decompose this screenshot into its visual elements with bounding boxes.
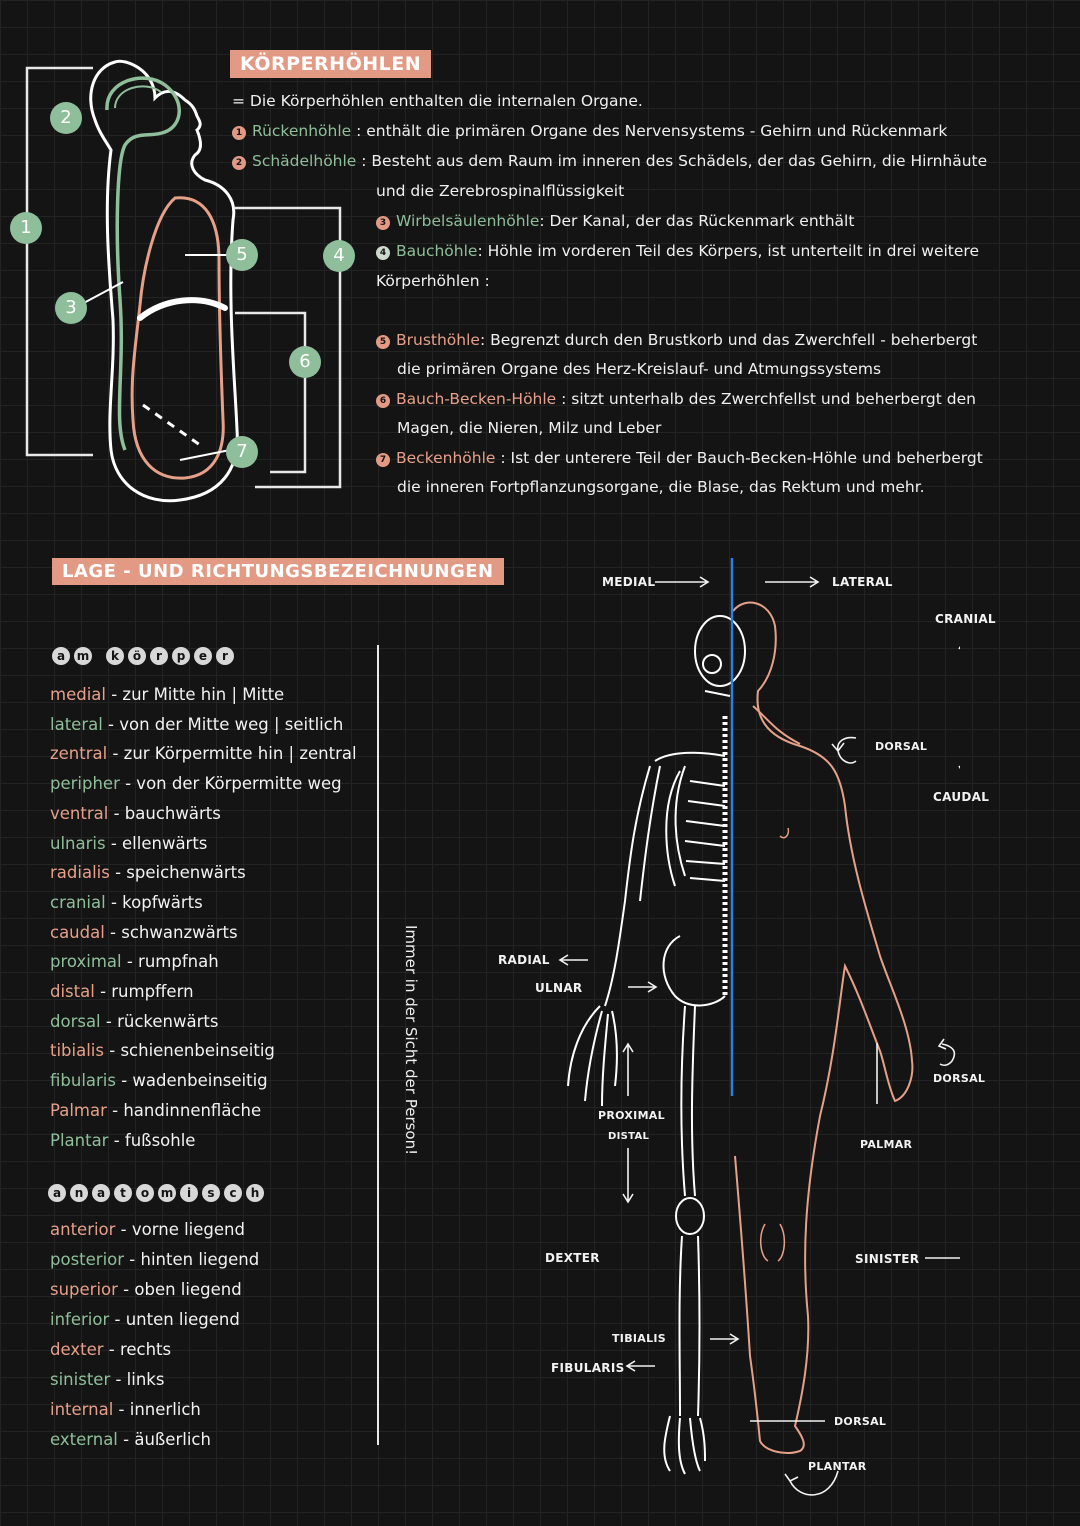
cavity-number-7: 7 <box>226 436 258 468</box>
letter: n <box>70 1184 88 1202</box>
term-definition: - zur Körpermitte hin | zentral <box>107 744 357 764</box>
label-distal: DISTAL <box>608 1131 650 1142</box>
item-number-1: 1 <box>232 126 246 140</box>
letter: m <box>74 647 92 665</box>
letter: h <box>246 1184 264 1202</box>
cavity-number-2: 2 <box>50 102 82 134</box>
desc: Ist der unterere Teil der Bauch-Becken-Höhle und beherbergt <box>510 449 983 467</box>
term-name: dorsal <box>50 1011 101 1031</box>
term-definition: - rumpffern <box>94 982 194 1001</box>
term-definition: - rumpfnah <box>121 952 219 972</box>
group2-heading <box>48 1182 268 1202</box>
skin-outline <box>733 603 912 1453</box>
cavity-number-4: 4 <box>323 240 355 272</box>
term-row <box>50 1101 261 1120</box>
sep: : <box>556 390 572 408</box>
term-definition: - rechts <box>103 1340 172 1359</box>
term-definition: - links <box>110 1370 165 1389</box>
desc: Besteht aus dem Raum im inneren des Schädels, der das Gehirn, die Hirnhäute <box>371 152 988 170</box>
label-fibularis: FIBULARIS <box>551 1361 625 1375</box>
label-proximal: PROXIMAL <box>598 1109 665 1122</box>
term-definition: - innerlich <box>113 1400 201 1419</box>
term-name: medial <box>50 685 106 704</box>
term-row <box>50 1012 218 1031</box>
sep: : <box>495 449 511 467</box>
vertical-note: Immer in der Sicht der Person! <box>402 925 420 1156</box>
item-number-2: 2 <box>232 156 246 170</box>
label-palmar: PALMAR <box>860 1138 913 1151</box>
term-row <box>50 1131 195 1150</box>
term-row <box>50 1430 211 1449</box>
term: Rückenhöhle <box>252 122 352 140</box>
term: Bauch-Becken-Höhle <box>396 390 557 408</box>
term-name: dexter <box>50 1340 104 1359</box>
label-dorsal-hand: DORSAL <box>933 1072 986 1085</box>
term-definition: - zur Mitte hin | Mitte <box>105 685 285 704</box>
label-dexter: DEXTER <box>545 1251 600 1265</box>
letter: a <box>92 1184 110 1202</box>
letter: a <box>48 1184 66 1202</box>
sep: : <box>479 331 491 349</box>
term-row <box>50 1370 164 1389</box>
cavity-number-3: 3 <box>55 292 87 324</box>
label-tibialis: TIBIALIS <box>612 1332 667 1345</box>
term-row <box>50 1250 259 1269</box>
term-name: tibialis <box>50 1041 104 1061</box>
term-definition: - von der Mitte weg | seitlich <box>102 714 344 734</box>
term-row <box>50 1220 245 1239</box>
term-row <box>50 744 357 763</box>
label-radial: RADIAL <box>498 953 550 967</box>
term-name: cranial <box>50 892 106 912</box>
label-ulnar: ULNAR <box>535 981 583 995</box>
term: Wirbelsäulenhöhle <box>396 212 540 230</box>
term-name: sinister <box>50 1370 111 1389</box>
sep: : <box>356 152 372 170</box>
term-name: peripher <box>50 774 120 794</box>
term: Bauchöhle <box>396 242 478 260</box>
item-number-6: 6 <box>376 394 390 408</box>
cavity-item-2 <box>232 152 987 170</box>
term: Schädelhöhle <box>252 152 357 170</box>
cavity-item-3 <box>376 212 854 230</box>
letter: r <box>216 647 234 665</box>
term-row <box>50 1041 275 1060</box>
term-name: superior <box>50 1280 118 1299</box>
term-name: caudal <box>50 922 105 942</box>
term-row <box>50 1340 171 1359</box>
term-definition: - bauchwärts <box>108 803 221 823</box>
term-definition: - wadenbeinseitig <box>115 1071 268 1091</box>
letter: s <box>202 1184 220 1202</box>
letter: i <box>180 1184 198 1202</box>
term-row <box>50 893 203 912</box>
divider-line <box>377 645 379 1445</box>
term-name: radialis <box>50 863 110 883</box>
term-row <box>50 774 342 793</box>
desc: Der Kanal, der das Rückenmark enthält <box>549 212 855 230</box>
letter: c <box>224 1184 242 1202</box>
cavity-item-4-cont: Körperhöhlen : <box>376 272 490 290</box>
letter: r <box>150 647 168 665</box>
cavity-item-7 <box>376 449 983 467</box>
term-row <box>50 715 343 734</box>
term-definition: - äußerlich <box>117 1430 211 1449</box>
group1-heading <box>52 645 238 665</box>
term-name: ulnaris <box>50 833 106 853</box>
term-row <box>50 804 221 823</box>
term-row <box>50 1400 201 1419</box>
letter: a <box>52 647 70 665</box>
item-number-4: 4 <box>376 246 390 260</box>
term-row <box>50 923 238 942</box>
term-row <box>50 982 194 1001</box>
term-definition: - rückenwärts <box>100 1011 219 1031</box>
term-row <box>50 1071 268 1090</box>
item-number-7: 7 <box>376 453 390 467</box>
term-name: lateral <box>50 714 103 734</box>
term-definition: - vorne liegend <box>115 1220 245 1239</box>
term-name: Plantar <box>50 1130 109 1150</box>
letter: k <box>106 647 124 665</box>
term-name: distal <box>50 982 95 1001</box>
term-name: ventral <box>50 803 109 823</box>
label-medial: MEDIAL <box>602 575 656 589</box>
term-definition: - handinnenfläche <box>106 1100 262 1120</box>
label-dorsal-top: DORSAL <box>875 740 928 753</box>
sep: : <box>539 212 550 230</box>
cavity-item-7-cont: die inneren Fortpflanzungsorgane, die Blase, das Rektum und mehr. <box>397 478 925 496</box>
term-name: internal <box>50 1400 114 1419</box>
letter: ö <box>128 647 146 665</box>
sep: : <box>477 242 488 260</box>
label-caudal: CAUDAL <box>933 790 990 804</box>
term-name: fibularis <box>50 1071 116 1091</box>
cavity-item-6-cont: Magen, die Nieren, Milz und Leber <box>397 419 662 437</box>
term-name: posterior <box>50 1250 125 1269</box>
section2-title: LAGE - UND RICHTUNGSBEZEICHNUNGEN <box>52 558 504 585</box>
section1-title: KÖRPERHÖHLEN <box>230 50 431 78</box>
desc: Höhle im vorderen Teil des Körpers, ist unterteilt in drei weitere <box>487 242 979 260</box>
letter: m <box>158 1184 176 1202</box>
term-name: zentral <box>50 744 108 764</box>
label-sinister: SINISTER <box>855 1252 920 1266</box>
desc: Begrenzt durch den Brustkorb und das Zwerchfell - beherbergt <box>490 331 978 349</box>
term-definition: - kopfwärts <box>105 892 203 912</box>
letter: t <box>114 1184 132 1202</box>
cavity-item-2-cont: und die Zerebrospinalflüssigkeit <box>376 182 625 200</box>
desc: enthält die primären Organe des Nervensystems - Gehirn und Rückenmark <box>366 122 948 140</box>
letter: o <box>136 1184 154 1202</box>
term-row <box>50 863 246 882</box>
letter: e <box>194 647 212 665</box>
label-dorsal-foot: DORSAL <box>834 1415 887 1428</box>
term-definition: - schienenbeinseitig <box>104 1041 275 1061</box>
term-name: proximal <box>50 952 122 972</box>
term-name: external <box>50 1430 118 1449</box>
cavity-item-5-cont: die primären Organe des Herz-Kreislauf- und Atmungssystems <box>397 360 882 378</box>
cavity-item-6 <box>376 390 976 408</box>
term-row <box>50 685 284 704</box>
term-name: Palmar <box>50 1100 107 1120</box>
cavity-item-1 <box>232 122 947 140</box>
term-definition: - schwanzwärts <box>104 922 238 942</box>
term-definition: - hinten liegend <box>124 1250 260 1269</box>
term-row <box>50 1310 240 1329</box>
term: Brusthöhle <box>396 331 480 349</box>
term-definition: - unten liegend <box>109 1310 240 1329</box>
term: Beckenhöhle <box>396 449 496 467</box>
term-row <box>50 1280 242 1299</box>
term-definition: - oben liegend <box>117 1280 242 1299</box>
term-row <box>50 834 207 853</box>
term-definition: - speichenwärts <box>109 863 246 883</box>
cavity-number-6: 6 <box>289 346 321 378</box>
cavity-item-4 <box>376 242 979 260</box>
letter: p <box>172 647 190 665</box>
label-lateral: LATERAL <box>832 575 893 589</box>
label-plantar: PLANTAR <box>808 1460 867 1473</box>
cavity-number-5: 5 <box>226 239 258 271</box>
sep: : <box>351 122 367 140</box>
term-definition: - fußsohle <box>108 1130 196 1150</box>
term-row <box>50 952 219 971</box>
term-definition: - ellenwärts <box>105 833 208 853</box>
cavity-number-1: 1 <box>10 212 42 244</box>
desc: sitzt unterhalb des Zwerchfellst und beherbergt den <box>571 390 976 408</box>
item-number-5: 5 <box>376 335 390 349</box>
term-definition: - von der Körpermitte weg <box>119 774 342 794</box>
label-cranial: CRANIAL <box>935 612 996 626</box>
term-name: inferior <box>50 1310 110 1329</box>
term-name: anterior <box>50 1220 116 1239</box>
intro-line: = Die Körperhöhlen enthalten die internalen Organe. <box>232 92 643 110</box>
cavity-item-5 <box>376 331 977 349</box>
item-number-3: 3 <box>376 216 390 230</box>
